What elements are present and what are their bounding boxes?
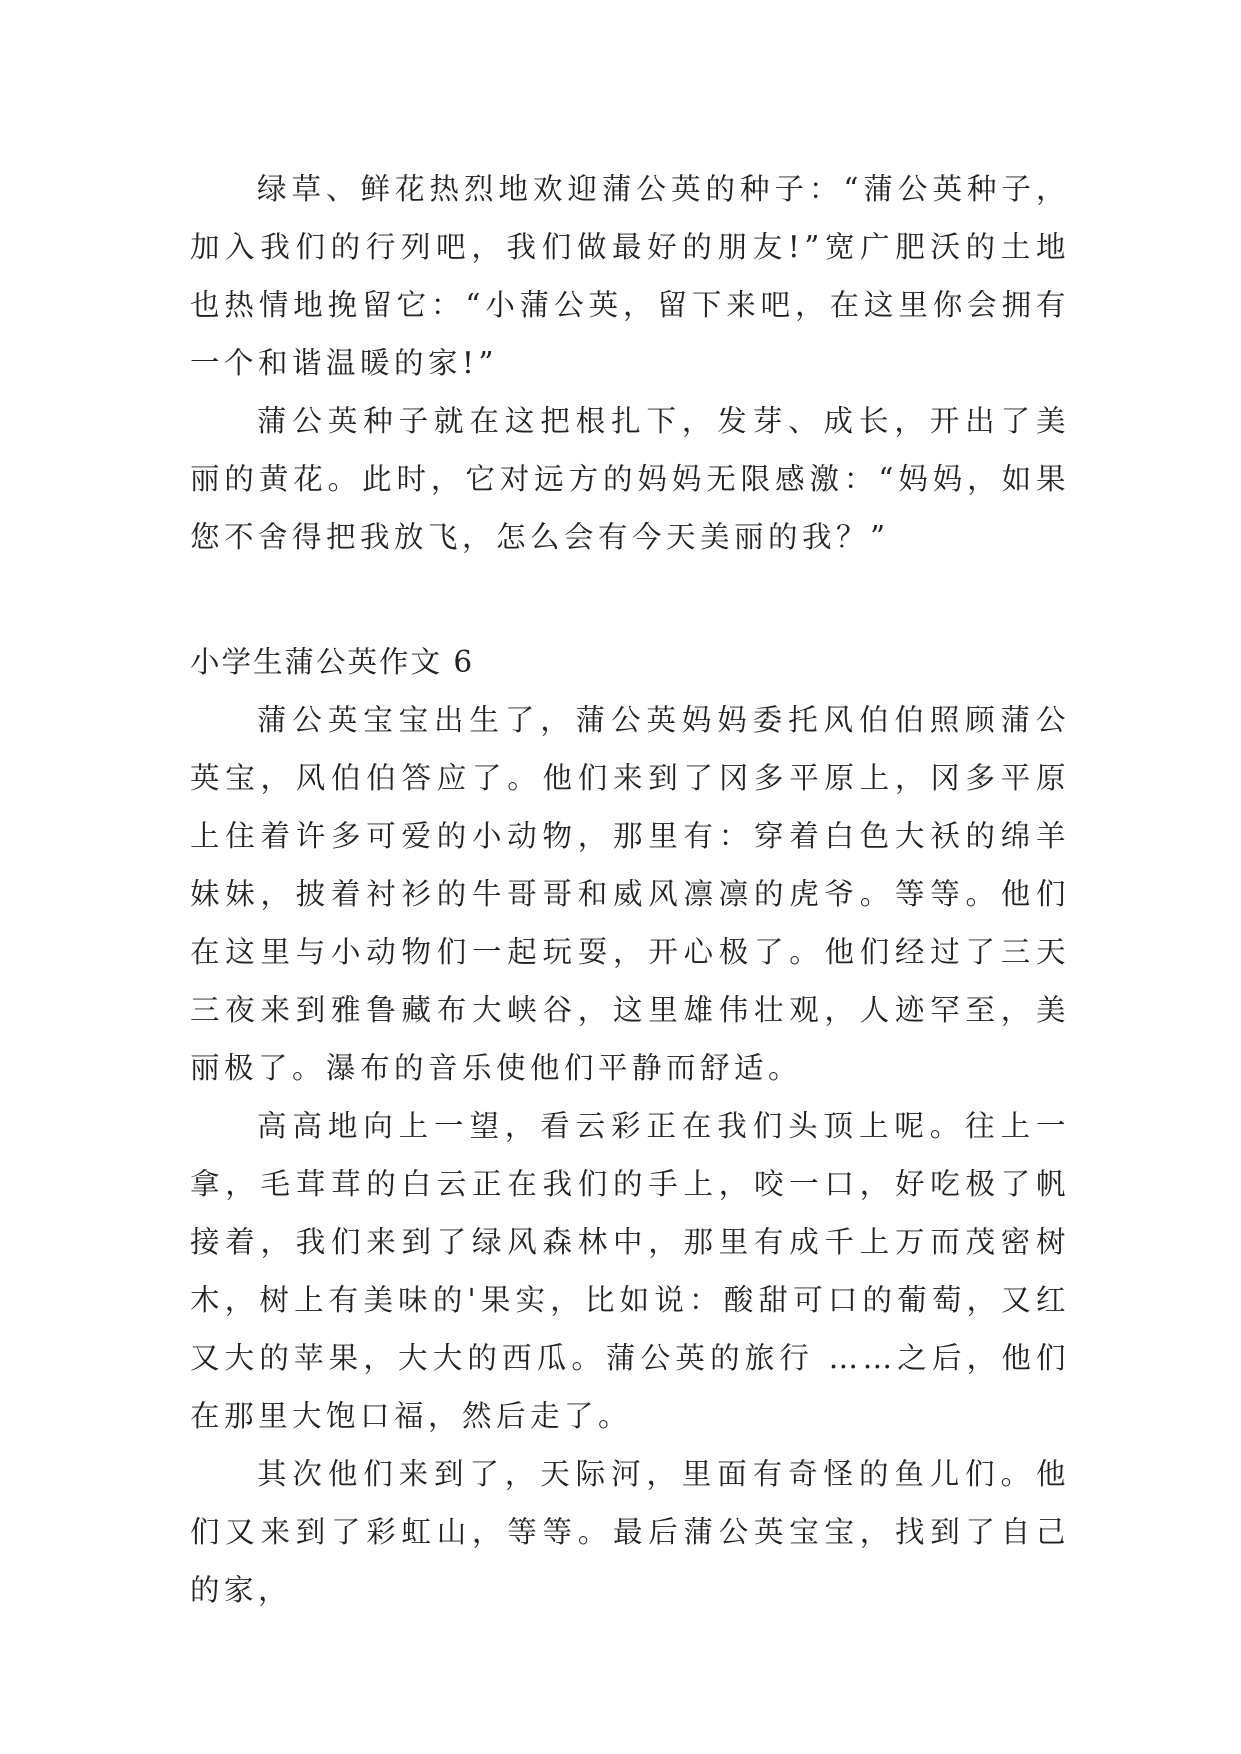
section-title: 小学生蒲公英作文 6 — [190, 645, 475, 679]
document-body — [190, 160, 1070, 1619]
paragraph: 蒲公英种子就在这把根扎下，发芽、成长，开出了美丽的黄花。此时，它对远方的妈妈无限感激：“妈妈，如果您不舍得把我放飞，怎么会有今天美丽的我？” — [190, 404, 1070, 554]
paragraph: 绿草、鲜花热烈地欢迎蒲公英的种子：“蒲公英种子，加入我们的行列吧，我们做最好的朋友!”宽广肥沃的土地也热情地挽留它：“小蒲公英，留下来吧，在这里你会拥有一个和谐温暖的家!” — [190, 172, 1070, 380]
paragraph: 蒲公英宝宝出生了，蒲公英妈妈委托风伯伯照顾蒲公英宝，风伯伯答应了。他们来到了冈多平原上，冈多平原上住着许多可爱的小动物，那里有：穿着白色大袄的绵羊妹妹，披着衬衫的牛哥哥和威风凛凛的虎爷。等等。他们在这里与小动物们一起玩耍，开心极了。他们经过了三天三夜来到雅鲁藏布大峡谷，这里雄伟壮观，人迹罕至，美丽极了。瀑布的音乐使他们平静而舒适。 — [190, 703, 1070, 1085]
paragraph: 高高地向上一望，看云彩正在我们头顶上呢。往上一拿，毛茸茸的白云正在我们的手上，咬一口，好吃极了帆接着，我们来到了绿风森林中，那里有成千上万而茂密树木，树上有美味的'果实，比如说：酸甜可口的葡萄，又红又大的苹果，大大的西瓜。蒲公英的旅行 ……之后，他们在那里大饱口福，然后走了。 — [190, 1109, 1070, 1433]
paragraph: 其次他们来到了，天际河，里面有奇怪的鱼儿们。他们又来到了彩虹山，等等。最后蒲公英宝宝，找到了自己的家， — [190, 1457, 1070, 1607]
